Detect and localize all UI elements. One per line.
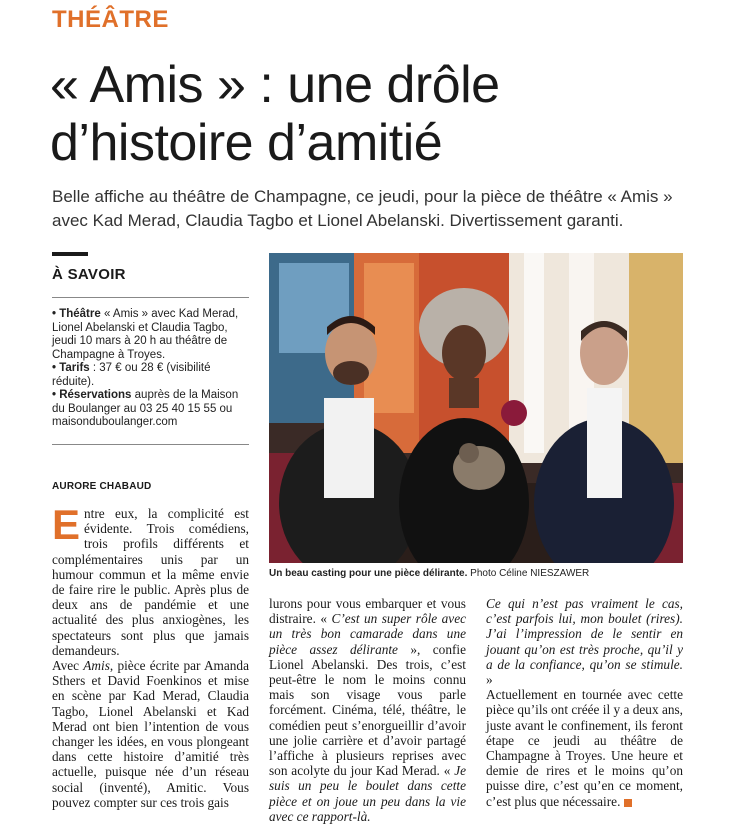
photo-credit: Photo Céline NIESZAWER — [467, 568, 590, 579]
paragraph — [486, 687, 683, 809]
info-item-tarifs — [52, 362, 249, 389]
play-title: Amis — [83, 658, 110, 674]
info-item-text: auprès de la Maison du Boulanger au 03 25 40 15 55 ou maisonduboulanger.com — [52, 389, 239, 428]
headline — [50, 56, 710, 172]
info-box-bottom-rule — [52, 444, 249, 445]
info-item-text: « Amis » avec Kad Merad, Lionel Abelanski et Claudia Tagbo, jeudi 10 mars à 20 h au théâtre de Champagne à Troyes. — [52, 308, 239, 361]
info-item-text: : 37 € ou 28 € (visibilité réduite). — [52, 362, 211, 388]
lede: Belle affiche au théâtre de Champagne, ce jeudi, pour la pièce de théâtre « Amis » avec Kad Merad, Claudia Tagbo et Lionel Abelanski. Divertissement garanti. — [52, 187, 673, 230]
paragraph-text: Actuellement en tournée avec cette pièce qu’ils ont créée il y a deux ans, juste avant le confinement, ils feront étape ce jeudi au théâtre de Champagne à Troyes. Une heure et demie de rires et le moins qu’on puisse dire, c’est qu’en ce moment, c’est plus que nécessaire. — [486, 687, 683, 809]
info-item-label: • Tarifs — [52, 362, 90, 374]
paragraph-text: Avec — [52, 658, 84, 674]
section-label: THÉÂTRE — [52, 6, 169, 33]
info-box-title: À SAVOIR — [52, 266, 126, 283]
quote: Ce qui n’est pas vraiment le cas, c’est parfois lui, mon boulet (rires). J’ai l’impression de le sentir en jouant qu’on est très proche, qu’il y a de la confiance, qu’on se stimule. — [486, 596, 683, 672]
end-mark — [624, 799, 632, 807]
info-item-reservations — [52, 389, 249, 430]
paragraph-text: , pièce écrite par Amanda Sthers et David Foenkinos et mise en scène par Kad Merad, Claudia Tagbo, Lionel Abelanski et Kad Merad ont bien l’intention de vous changer les idées, en vous plongeant dans cette histoire d’amitié très actuelle, puisque née d’un réseau social (inventé), Amitic. Vous pouvez compter sur ces trois gais — [52, 658, 249, 810]
byline: AURORE CHABAUD — [52, 481, 152, 492]
paragraph-text: » — [486, 672, 493, 688]
caption-text: Un beau casting pour une pièce délirante. — [269, 568, 468, 579]
paragraph-text: », confie Lionel Abelanski. Des trois, c’est peut-être le nom le moins connu mais son visage vous parle forcément. Cinéma, télé, théâtre, le comédien peut s’enorgueillir d’avoir une jolie carrière et d’avoir partagé l’affiche à plusieurs reprises avec son acolyte du jour Kad Merad. « — [269, 641, 466, 779]
article-photo — [269, 253, 683, 563]
paragraph — [486, 596, 683, 687]
headline-line-2: d’histoire d’amitié — [50, 114, 443, 172]
info-box-rule — [52, 252, 88, 256]
info-box — [52, 252, 249, 445]
quote: Je suis un peu le boulet dans cette pièce et on joue un peu dans la vie avec ce rapport-là. — [269, 763, 466, 824]
paragraph-text: ntre eux, la complicité est évidente. Trois comédiens, trois profils différents et complémentaires unis par un humour commun et la même envie de faire rire le public. Après plus de deux ans de pandémie et une actualité des plus anxiogènes, les spectateurs sont plus que jamais demandeurs. — [52, 506, 249, 658]
paragraph-text: lurons pour vous embarquer et vous distraire. « — [269, 596, 466, 627]
info-item-theatre — [52, 308, 249, 362]
quote: C’est un super rôle avec un très bon camarade dans une pièce assez délirante — [269, 611, 467, 657]
paragraph — [52, 501, 249, 658]
article-column-2 — [269, 596, 466, 824]
info-box-divider — [52, 297, 249, 298]
article-column-1 — [52, 501, 249, 810]
photo-illustration — [269, 253, 683, 563]
headline-line-1: « Amis » : une drôle — [50, 56, 500, 114]
info-item-label: • Théâtre — [52, 308, 101, 320]
drop-cap: E — [52, 501, 81, 548]
photo-caption — [269, 568, 699, 579]
paragraph — [269, 596, 466, 824]
info-item-label: • Réservations — [52, 389, 132, 401]
article-column-3 — [486, 596, 683, 809]
paragraph — [52, 658, 249, 810]
